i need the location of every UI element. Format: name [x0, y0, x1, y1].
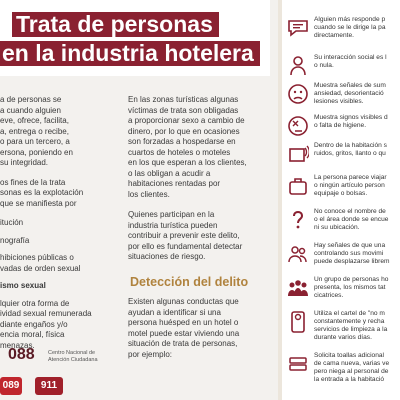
header: [0, 0, 270, 76]
intro-paragraph: a de personas se a cuando alguien eve, ofrece, facilita, a, entrega o recibe, o para un tercero, a ersona, poniendo en su integridad.: [0, 95, 73, 167]
sign-text: Su interacción social es l o nula.: [314, 54, 387, 69]
group-people-icon: [286, 242, 310, 266]
sign-text: La persona parece viajar o ningún artículo person equipaje o bolsas.: [314, 174, 387, 197]
page-title: [0, 0, 254, 70]
list-item: [278, 140, 400, 174]
list-item: [278, 308, 400, 342]
hotline-number: 088: [8, 346, 35, 363]
sign-text: Solicita toallas adicional de cama nueva, varias ve pero niega al personal de la entrada a la habitació: [314, 352, 390, 383]
sign-text: Un grupo de personas ho presenta, los mismos tat cicatrices.: [314, 276, 389, 299]
speech-bubble-icon: [286, 16, 310, 40]
list-item: [278, 350, 400, 384]
badge-089: 089: [0, 377, 22, 395]
sign-text: Muestra signos visibles d o falta de higiene.: [314, 114, 388, 129]
paragraph-tourism: En las zonas turísticas algunas víctimas de trata son obligadas a proporcionar sexo a cambio de dinero, por lo que en ocasiones son forzadas a hospedarse en cuartos de hoteles o moteles en los que esperan a los clientes, o las obligan a acudir a habitaciones rentadas por los clientes.: [128, 95, 247, 199]
list-item: lquier otra forma de ividad sexual remunerada diante engaños y/o encia moral, física menazas.: [0, 298, 92, 350]
group-of-three-icon: [286, 276, 310, 300]
noise-waves-icon: [286, 142, 310, 166]
sign-text: Alguien más responde p cuando se le dirige la pa directamente.: [314, 16, 386, 39]
left-column: [0, 95, 122, 358]
sign-text: Dentro de la habitación s ruidos, gritos, llanto o qu: [314, 142, 387, 157]
list-item: [278, 206, 400, 240]
suitcase-icon: [286, 174, 310, 198]
list-item: [278, 80, 400, 114]
sign-text: Hay señales de que una controlando sus movimi puede desplazarse librem: [314, 242, 390, 265]
list-item: [278, 274, 400, 308]
section-subtitle: Detección del delito: [130, 274, 249, 289]
list-item: [278, 172, 400, 206]
title-line-1: Trata de personas: [12, 12, 219, 37]
question-mark-icon: [286, 208, 310, 232]
middle-column: [128, 95, 268, 370]
do-not-disturb-icon: [286, 310, 310, 334]
person-icon: [286, 54, 310, 78]
paragraph-prevention: Quienes participan en la industria turística pueden contribuir a prevenir este delito, por ello es fundamental detectar situaciones de riesgo.: [128, 210, 243, 261]
sign-text: Muestra señales de sum ansiedad, desorientació lesiones visibles.: [314, 82, 386, 105]
towels-bed-icon: [286, 352, 310, 376]
anxious-face-icon: [286, 82, 310, 106]
paragraph-detection: Existen algunas conductas que ayudan a identificar si una persona huésped en un hotel o motel puede estar viviendo una situación de trata de personas, por ejemplo:: [128, 297, 240, 359]
list-item: itución: [0, 218, 24, 227]
list-item: hibiciones públicas o vadas de orden sexual: [0, 253, 81, 273]
list-item: [278, 240, 400, 274]
purposes-list: [0, 218, 122, 351]
list-item: [278, 14, 400, 48]
badge-911: 911: [35, 377, 63, 395]
purposes-intro: os fines de la trata sonas es la explotación que se manifiesta por: [0, 177, 84, 208]
injury-face-icon: [286, 114, 310, 138]
hotline-org: Centro Nacional de Atención Ciudadana: [48, 350, 98, 363]
hotline-logo: [8, 346, 128, 366]
list-item: ismo sexual: [0, 281, 46, 290]
sign-text: Utiliza el cartel de "no m constantemente y recha servicios de limpieza a la durante varios días.: [314, 310, 388, 341]
title-line-2: en la industria hotelera: [0, 41, 260, 66]
list-item: nografía: [0, 235, 30, 245]
warning-signs-column: [278, 0, 400, 400]
sign-text: No conoce el nombre de o el área donde se encue ni su ubicación.: [314, 208, 389, 231]
